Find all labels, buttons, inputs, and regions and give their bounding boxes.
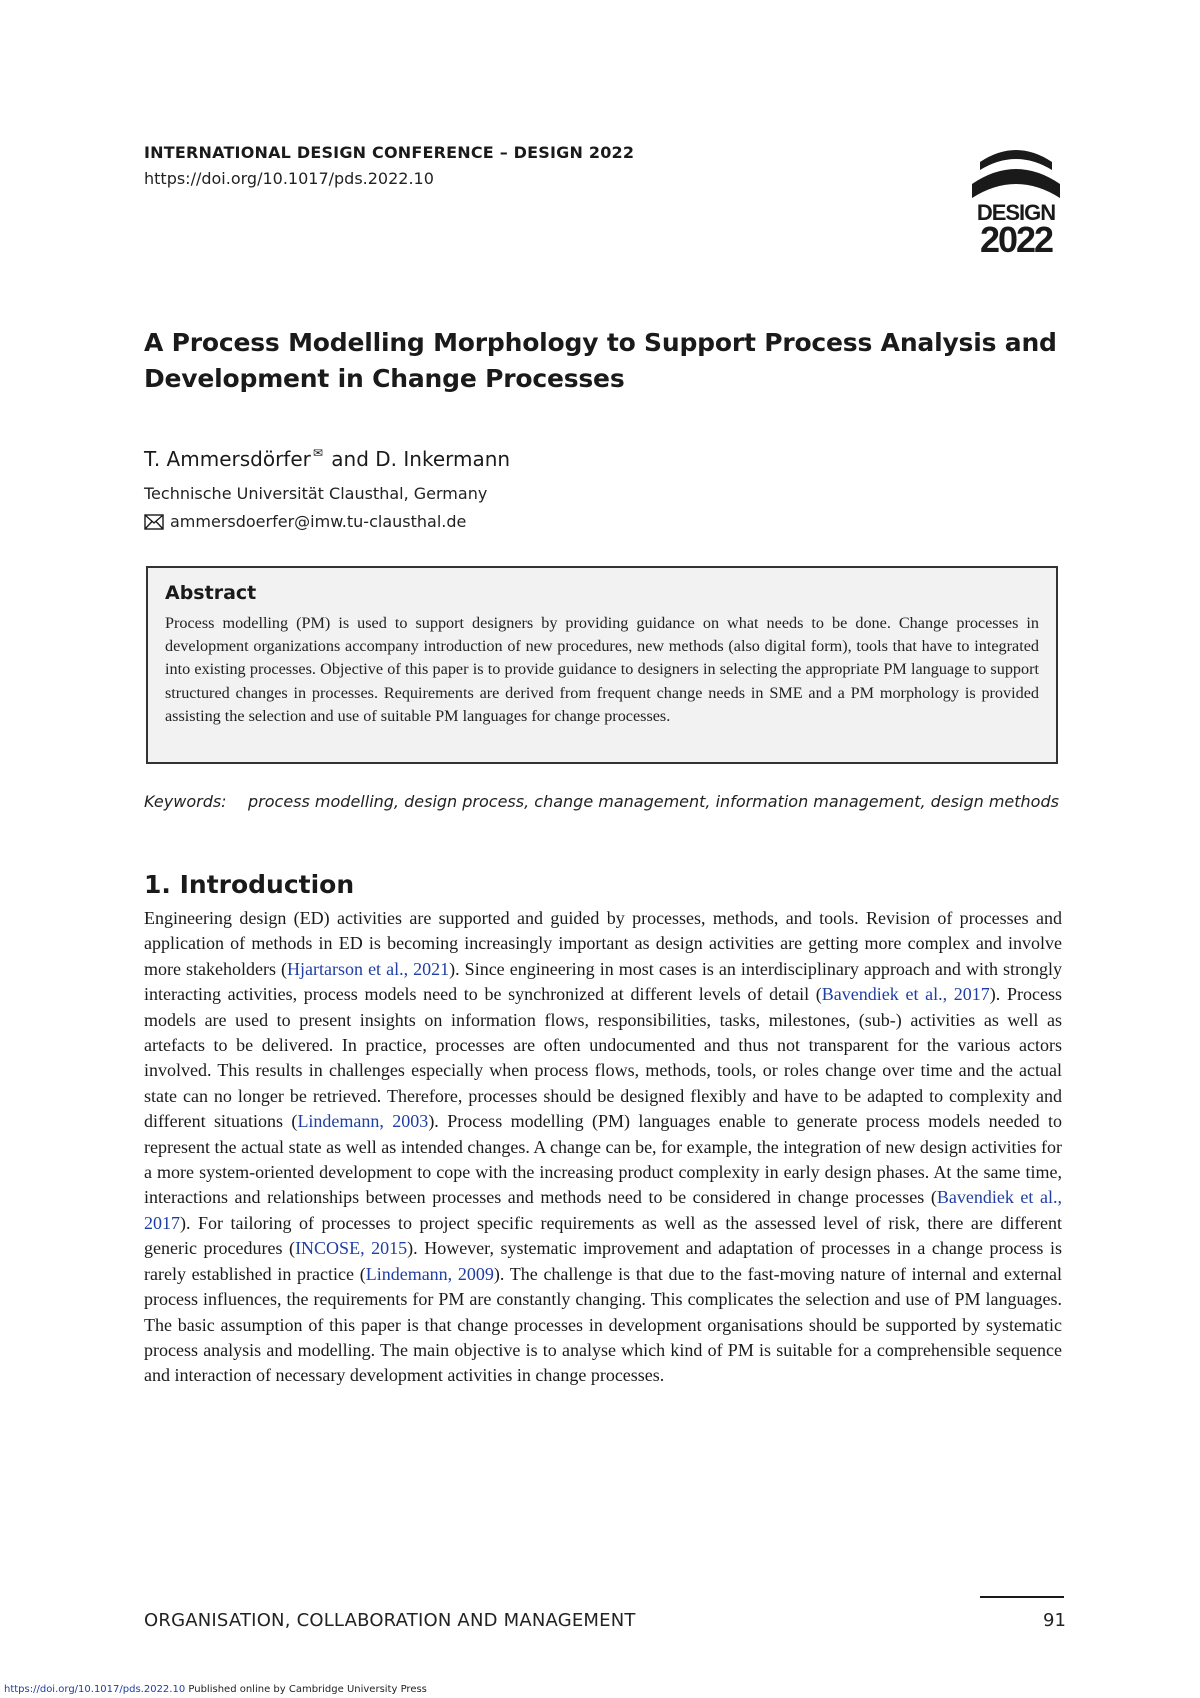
paper-title: A Process Modelling Morphology to Support Process Analysis and Development in Change Processes <box>144 328 1057 393</box>
keywords-text: process modelling, design process, change management, information management, design methods <box>248 792 1059 811</box>
email-address[interactable]: ammersdoerfer@imw.tu-clausthal.de <box>170 512 467 531</box>
abstract-box <box>146 566 1058 764</box>
citation-link[interactable]: Lindemann, 2009 <box>365 1263 494 1284</box>
email-line <box>144 512 466 531</box>
abstract-text: Process modelling (PM) is used to support designers by providing guidance on what needs to be done. Change processes in development organizations accompany introduction of new procedures, new methods (also digital form), tools that have to integrated into existing processes. Objective of this paper is to provide guidance to designers in selecting the appropriate PM language to support structured changes in processes. Requirements are derived from frequent change needs in SME and a PM morphology is provided assisting the selection and use of suitable PM languages for change processes. <box>165 614 1039 725</box>
keywords-label: Keywords: <box>144 792 227 811</box>
published-by: Published online by Cambridge University Press <box>188 1684 427 1695</box>
envelope-icon <box>144 514 164 530</box>
paragraph-text: ). For tailoring of processes to project specific requirements as well as the assessed level of risk, there are different generic procedures ( <box>144 1212 1062 1259</box>
envelope-icon[interactable]: ✉ <box>312 446 323 460</box>
author-2: and D. Inkermann <box>331 447 511 471</box>
bottom-doi-link[interactable]: https://doi.org/10.1017/pds.2022.10 <box>4 1684 186 1695</box>
paragraph-text: ). Process modelling (PM) languages enable to generate process models needed to represent the actual state as well as intended changes. A change can be, for example, the integration of new design activities for a more system-oriented development to cope with the increasing product complexity in early design phases. At the same time, interactions and relationships between processes and methods need to be considered in change processes ( <box>144 1111 1062 1208</box>
citation-link[interactable]: Hjartarson et al., 2021 <box>287 958 450 979</box>
logo-year: 2022 <box>979 219 1053 258</box>
page-number: 91 <box>1043 1610 1066 1631</box>
author-1: T. Ammersdörfer <box>144 447 311 471</box>
conference-name: INTERNATIONAL DESIGN CONFERENCE – DESIGN 2022 <box>144 143 635 162</box>
paragraph-text: ). Since engineering in most cases is an interdisciplinary approach and with strongly interacting activities, process models need to be synchronized at different levels of detail ( <box>144 958 1063 1005</box>
paragraph-text: Engineering design (ED) activities are supported and guided by processes, methods, and tools. Revision of processes and application of methods in ED is becoming increasingly important as design activities are getting more complex and involve more stakeholders ( <box>144 908 1062 979</box>
publisher-line <box>4 1684 427 1695</box>
keywords <box>144 790 1064 814</box>
citation-link[interactable]: Lindemann, 2003 <box>297 1111 429 1132</box>
citation-link[interactable]: Bavendiek et al., 2017 <box>144 1187 1062 1233</box>
affiliation: Technische Universität Clausthal, Germany <box>144 484 488 503</box>
citation-link[interactable]: INCOSE, 2015 <box>295 1238 408 1259</box>
footer-rule <box>980 1596 1064 1598</box>
footer-section-title: ORGANISATION, COLLABORATION AND MANAGEMENT <box>144 1610 636 1631</box>
author-line <box>144 446 510 471</box>
logo-word: DESIGN <box>976 200 1056 225</box>
citation-link[interactable]: Bavendiek et al., 2017 <box>821 984 990 1005</box>
section-heading-introduction: 1. Introduction <box>144 870 355 899</box>
doi-link[interactable]: https://doi.org/10.1017/pds.2022.10 <box>144 169 434 188</box>
introduction-paragraph <box>144 906 1062 1389</box>
paragraph-text: ). Process models are used to present insights on information flows, responsibilities, tasks, milestones, (sub-) activities as well as artefacts to be delivered. In practice, processes are often undocumented and thus not transparent for the various actors involved. This results in challenges especially when process flows, methods, tools, or roles change over time and the actual state can no longer be retrieved. Therefore, processes should be designed flexibly and have to be adapted to complexity and different situations ( <box>144 984 1062 1132</box>
paragraph-text: ). The challenge is that due to the fast-moving nature of internal and external process influences, the requirements for PM are constantly changing. This complicates the selection and use of PM languages. The basic assumption of this paper is that change processes in development organisations should be supported by systematic process analysis and modelling. The main objective is to analyse which kind of PM is suitable for a comprehensible sequence and interaction of necessary development activities in change processes. <box>144 1263 1062 1386</box>
design-2022-logo <box>968 140 1064 258</box>
paragraph-text: ). However, systematic improvement and adaptation of processes in a change process is rarely established in practice ( <box>144 1238 1062 1284</box>
abstract-heading: Abstract <box>165 582 257 604</box>
